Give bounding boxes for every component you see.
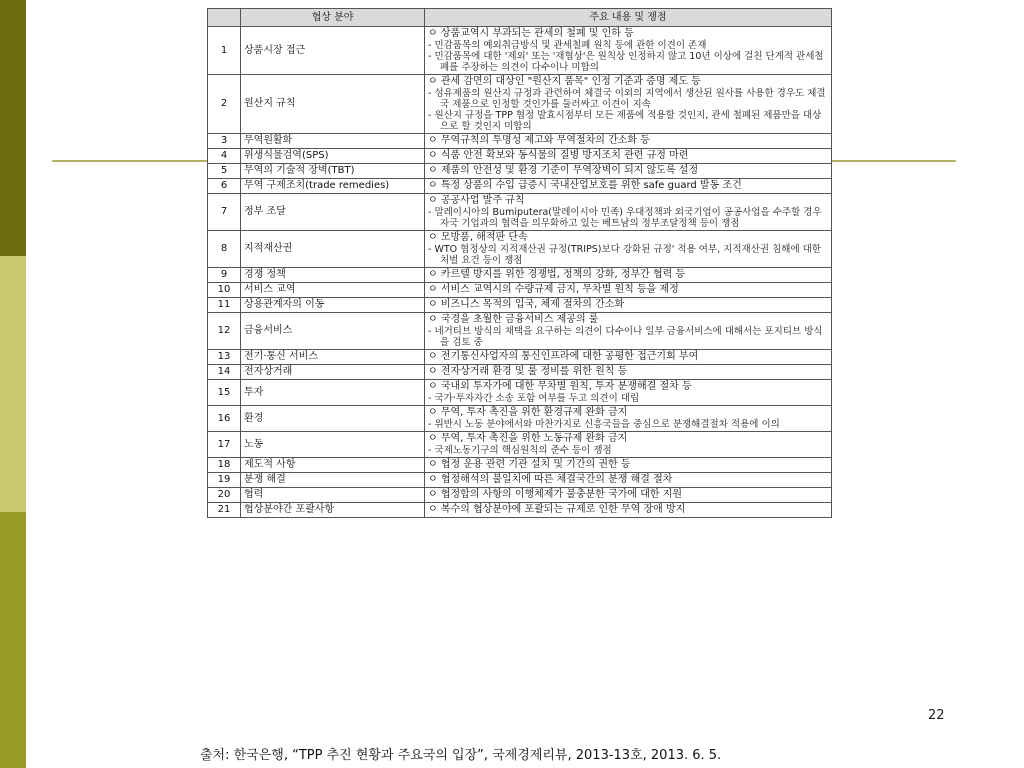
row-area: 무역 구제조치(trade remedies) — [241, 179, 425, 194]
description-bullet: ㅇ 관세 감면의 대상인 "원산지 품목" 인정 기준과 증명 제도 등 — [428, 76, 701, 87]
row-description — [425, 380, 832, 406]
description-subpoint: - 섬유제품의 원산지 규정과 관련하여 체결국 이외의 지역에서 생산된 원사를 사용한 경우도 체결국 제품으로 인정할 것인가를 둘러싸고 이견이 지속 — [428, 88, 826, 110]
table-row — [208, 488, 832, 503]
row-area: 전자상거래 — [241, 365, 425, 380]
description-bullet: ㅇ 복수의 협상분야에 포괄되는 규제로 인한 무역 장애 방지 — [428, 504, 686, 515]
table-row — [208, 179, 832, 194]
row-description — [425, 473, 832, 488]
description-bullet: ㅇ 카르텔 방지를 위한 경쟁법, 정책의 강화, 정부간 협력 등 — [428, 269, 686, 280]
row-description — [425, 432, 832, 458]
description-bullet: ㅇ 국내외 투자가에 대한 무차별 원칙, 투자 분쟁해결 절차 등 — [428, 381, 692, 392]
row-description — [425, 179, 832, 194]
row-number: 18 — [208, 458, 241, 473]
table-row — [208, 458, 832, 473]
table-row — [208, 194, 832, 231]
table-row — [208, 503, 832, 518]
row-number: 19 — [208, 473, 241, 488]
description-bullet: ㅇ 모방품, 해적판 단속 — [428, 232, 528, 243]
description-bullet: ㅇ 무역, 투자 촉진을 위한 환경규제 완화 금지 — [428, 407, 628, 418]
description-bullet: ㅇ 전자상거래 환경 및 룰 정비를 위한 원칙 등 — [428, 366, 628, 377]
table-row — [208, 365, 832, 380]
row-area: 경쟁 정책 — [241, 268, 425, 283]
table-row — [208, 380, 832, 406]
row-description — [425, 268, 832, 283]
description-subpoint: - 국가·투자자간 소송 포함 여부를 두고 의견이 대립 — [428, 393, 640, 404]
row-description — [425, 350, 832, 365]
description-bullet: ㅇ 공공사업 발주 규칙 — [428, 195, 525, 206]
row-description — [425, 75, 832, 134]
row-area: 협상분야간 포괄사항 — [241, 503, 425, 518]
description-bullet: ㅇ 무역규칙의 투명성 제고와 무역절차의 간소화 등 — [428, 135, 650, 146]
row-description — [425, 164, 832, 179]
row-description — [425, 365, 832, 380]
row-number: 7 — [208, 194, 241, 231]
row-number: 4 — [208, 149, 241, 164]
table-row — [208, 134, 832, 149]
description-bullet: ㅇ 식품 안전 확보와 동식물의 질병 방지조치 관련 규정 마련 — [428, 150, 689, 161]
description-subpoint: - 국제노동기구의 핵심원칙의 준수 등이 쟁점 — [428, 445, 612, 456]
table-row — [208, 164, 832, 179]
description-subpoint: - 민감품목의 예외취급방식 및 관세철폐 원칙 등에 관한 이견이 존재 — [428, 40, 707, 51]
row-description — [425, 458, 832, 473]
description-bullet: ㅇ 특정 상품의 수입 급증시 국내산업보호를 위한 safe guard 발동 조건 — [428, 180, 742, 191]
row-area: 상용관계자의 이동 — [241, 298, 425, 313]
row-area: 노동 — [241, 432, 425, 458]
source-caption: 출처: 한국은행, “TPP 추진 현황과 주요국의 입장”, 국제경제리뷰, 2013-13호, 2013. 6. 5. — [200, 748, 722, 763]
table-row — [208, 283, 832, 298]
negotiation-areas-table — [207, 8, 832, 518]
row-area: 원산지 규칙 — [241, 75, 425, 134]
row-area: 환경 — [241, 406, 425, 432]
row-description — [425, 27, 832, 75]
row-area: 분쟁 해결 — [241, 473, 425, 488]
negotiation-table-container — [207, 8, 831, 518]
table-row — [208, 298, 832, 313]
row-description — [425, 231, 832, 268]
row-area: 정부 조달 — [241, 194, 425, 231]
table-row — [208, 27, 832, 75]
row-number: 14 — [208, 365, 241, 380]
table-row — [208, 75, 832, 134]
description-bullet: ㅇ 협정 운용 관련 기관 설치 및 기간의 권한 등 — [428, 459, 631, 470]
row-number: 8 — [208, 231, 241, 268]
table-row — [208, 350, 832, 365]
description-subpoint: - 네거티브 방식의 채택을 요구하는 의견이 다수이나 일부 금융서비스에 대해서는 포지티브 방식을 검토 중 — [428, 326, 823, 348]
page-number: 22 — [928, 708, 945, 723]
row-description — [425, 149, 832, 164]
description-subpoint: - WTO 협정상의 지적재산권 규정(TRIPS)보다 강화된 규정' 적용 여부, 지적재산권 침해에 대한 처벌 요건 등이 쟁점 — [428, 244, 821, 266]
accent-bar-top — [0, 0, 26, 256]
description-bullet: ㅇ 무역, 투자 촉진을 위한 노동규제 완화 금지 — [428, 433, 628, 444]
table-header-row — [208, 9, 832, 27]
description-bullet: ㅇ 국경을 초월한 금융서비스 제공의 룰 — [428, 314, 599, 325]
description-subpoint: - 민감품목에 대한 '제외' 또는 '재협상'은 원칙상 인정하지 않고 10년 이상에 걸친 단계적 관세철폐를 주장하는 의견이 다수이나 미합의 — [428, 51, 824, 73]
description-bullet: ㅇ 서비스 교역시의 수량규제 금지, 무차별 원칙 등을 제정 — [428, 284, 679, 295]
description-bullet: ㅇ 비즈니스 목적의 입국, 체제 절차의 간소화 — [428, 299, 625, 310]
table-row — [208, 406, 832, 432]
description-subpoint: - 말레이시아의 Bumiputera(말레이시아 민족) 우대정책과 외국기업이 공공사업을 수주할 경우 자국 기업과의 협력을 의무화하고 있는 베트남의 정부조달정책 등이 쟁점 — [428, 207, 822, 229]
row-area: 투자 — [241, 380, 425, 406]
description-subpoint: - 위반시 노동 분야에서와 마찬가지로 신흥국들을 중심으로 분쟁해결절차 적용에 이의 — [428, 419, 780, 430]
row-description — [425, 488, 832, 503]
row-number: 6 — [208, 179, 241, 194]
row-area: 무역의 기술적 장벽(TBT) — [241, 164, 425, 179]
row-area: 지적재산권 — [241, 231, 425, 268]
row-number: 9 — [208, 268, 241, 283]
table-row — [208, 231, 832, 268]
row-number: 17 — [208, 432, 241, 458]
decorative-rule-right — [832, 160, 956, 162]
row-area: 협력 — [241, 488, 425, 503]
row-description — [425, 298, 832, 313]
row-number: 21 — [208, 503, 241, 518]
row-number: 15 — [208, 380, 241, 406]
row-description — [425, 283, 832, 298]
table-body — [208, 27, 832, 518]
row-description — [425, 194, 832, 231]
accent-bar-bottom — [0, 512, 26, 768]
table-row — [208, 313, 832, 350]
row-area: 전기·통신 서비스 — [241, 350, 425, 365]
description-subpoint: - 원산지 규정을 TPP 협정 발효시점부터 모든 제품에 적용할 것인지, 관세 철폐된 제품만을 대상으로 할 것인지 미합의 — [428, 110, 822, 132]
accent-bar-middle — [0, 256, 26, 512]
table-row — [208, 149, 832, 164]
row-area: 위생식물검역(SPS) — [241, 149, 425, 164]
row-number: 10 — [208, 283, 241, 298]
row-number: 12 — [208, 313, 241, 350]
row-number: 1 — [208, 27, 241, 75]
row-area: 서비스 교역 — [241, 283, 425, 298]
row-number: 20 — [208, 488, 241, 503]
row-area: 금융서비스 — [241, 313, 425, 350]
description-bullet: ㅇ 제품의 안전성 및 환경 기준이 무역장벽이 되지 않도록 설정 — [428, 165, 699, 176]
row-number: 16 — [208, 406, 241, 432]
row-number: 3 — [208, 134, 241, 149]
header-description: 주요 내용 및 쟁점 — [425, 9, 832, 27]
description-bullet: ㅇ 협정해석의 불일치에 따른 체결국간의 분쟁 해결 절차 — [428, 474, 673, 485]
table-row — [208, 432, 832, 458]
row-number: 13 — [208, 350, 241, 365]
table-row — [208, 473, 832, 488]
description-bullet: ㅇ 협정합의 사항의 이행체제가 불충분한 국가에 대한 지원 — [428, 489, 683, 500]
row-area: 상품시장 접근 — [241, 27, 425, 75]
row-description — [425, 503, 832, 518]
description-bullet: ㅇ 전기통신사업자의 통신인프라에 대한 공평한 접근기회 부여 — [428, 351, 699, 362]
row-description — [425, 134, 832, 149]
row-description — [425, 313, 832, 350]
row-area: 무역원활화 — [241, 134, 425, 149]
row-description — [425, 406, 832, 432]
description-bullet: ㅇ 상품교역시 부과되는 관세의 철폐 및 인하 등 — [428, 28, 634, 39]
decorative-rule-left — [52, 160, 207, 162]
row-number: 11 — [208, 298, 241, 313]
row-number: 5 — [208, 164, 241, 179]
header-number — [208, 9, 241, 27]
header-area: 협상 분야 — [241, 9, 425, 27]
table-row — [208, 268, 832, 283]
row-number: 2 — [208, 75, 241, 134]
row-area: 제도적 사항 — [241, 458, 425, 473]
